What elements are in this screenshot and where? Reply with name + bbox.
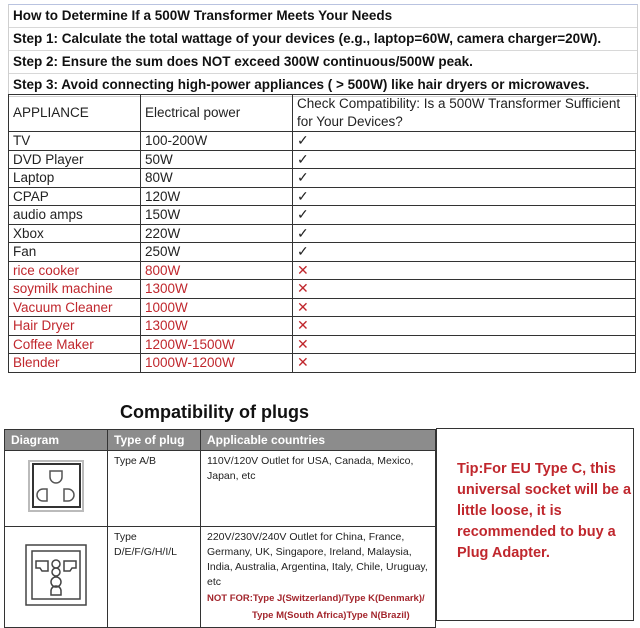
table-row (9, 224, 636, 243)
appliance-name: DVD Player (9, 150, 141, 169)
guide-box (8, 4, 638, 97)
plug-row (5, 527, 436, 628)
plugs-header-row (5, 430, 436, 451)
appliance-name: Xbox (9, 224, 141, 243)
appliance-power: 800W (141, 261, 293, 280)
not-for-note-2: Type M(South Africa)Type N(Brazil) (252, 610, 410, 621)
appliance-name: Coffee Maker (9, 335, 141, 354)
appliance-name: Blender (9, 354, 141, 373)
socket-universal-icon (24, 543, 88, 607)
table-header-row (9, 95, 636, 132)
header-appliance: APPLIANCE (9, 95, 141, 132)
compatibility-mark: ✕ (293, 335, 636, 354)
appliance-power: 1300W (141, 317, 293, 336)
appliance-name: rice cooker (9, 261, 141, 280)
tip-box (436, 428, 634, 621)
header-compatibility: Check Compatibility: Is a 500W Transformer Sufficient for Your Devices? (293, 95, 636, 132)
guide-step-2: Step 2: Ensure the sum does NOT exceed 300W continuous/500W peak. (9, 51, 637, 74)
appliance-power: 1300W (141, 280, 293, 299)
guide-step-3: Step 3: Avoid connecting high-power appliances ( > 500W) like hair dryers or microwaves. (13, 77, 590, 92)
not-for-note-1: NOT FOR:Type J(Switzerland)/Type K(Denmark)/ (207, 593, 425, 604)
socket-ab-icon (27, 459, 85, 513)
compatibility-mark: ✓ (293, 150, 636, 169)
plug-type: Type D/E/F/G/H/I/L (108, 527, 201, 628)
compatibility-mark: ✓ (293, 243, 636, 262)
appliance-power: 1200W-1500W (141, 335, 293, 354)
header-diagram: Diagram (5, 430, 108, 451)
plug-countries: 110V/120V Outlet for USA, Canada, Mexico, Japan, etc (201, 451, 436, 527)
appliance-power: 50W (141, 150, 293, 169)
header-type: Type of plug (108, 430, 201, 451)
table-row (9, 150, 636, 169)
appliance-name: Fan (9, 243, 141, 262)
table-row (9, 298, 636, 317)
appliance-power: 120W (141, 187, 293, 206)
appliance-power: 150W (141, 206, 293, 225)
table-row (9, 317, 636, 336)
plug-countries: 220V/230V/240V Outlet for China, France, Germany, UK, Singapore, Ireland, Malaysia, India, Australia, Argentina, Italy, Chile, Uruguay, etc (207, 531, 428, 588)
appliance-power: 80W (141, 169, 293, 188)
appliance-power: 1000W (141, 298, 293, 317)
compatibility-mark: ✕ (293, 317, 636, 336)
guide-title: How to Determine If a 500W Transformer Meets Your Needs (9, 5, 637, 28)
appliance-name: soymilk machine (9, 280, 141, 299)
diagram-cell (5, 451, 108, 527)
table-row (9, 354, 636, 373)
tip-text: Tip:For EU Type C, this universal socket will be a little loose, it is recommended to buy a Plug Adapter. (457, 461, 632, 561)
appliance-name: audio amps (9, 206, 141, 225)
diagram-cell (5, 527, 108, 628)
appliance-name: CPAP (9, 187, 141, 206)
table-row (9, 132, 636, 151)
header-countries: Applicable countries (201, 430, 436, 451)
plugs-title: Compatibility of plugs (120, 402, 309, 422)
table-row (9, 280, 636, 299)
compatibility-mark: ✓ (293, 169, 636, 188)
plug-type: Type A/B (108, 451, 201, 527)
compatibility-mark: ✕ (293, 280, 636, 299)
compatibility-mark: ✓ (293, 206, 636, 225)
plug-countries-cell (201, 527, 436, 628)
table-row (9, 243, 636, 262)
appliance-name: Laptop (9, 169, 141, 188)
appliance-power: 100-200W (141, 132, 293, 151)
header-power: Electrical power (141, 95, 293, 132)
plugs-table (4, 429, 436, 628)
appliance-power: 220W (141, 224, 293, 243)
plug-row (5, 451, 436, 527)
table-row (9, 169, 636, 188)
compatibility-mark: ✓ (293, 187, 636, 206)
appliance-power: 250W (141, 243, 293, 262)
table-row (9, 206, 636, 225)
table-row (9, 261, 636, 280)
appliance-table (8, 94, 636, 373)
appliance-power: 1000W-1200W (141, 354, 293, 373)
table-row (9, 187, 636, 206)
compatibility-mark: ✓ (293, 224, 636, 243)
appliance-name: TV (9, 132, 141, 151)
compatibility-mark: ✕ (293, 298, 636, 317)
appliance-name: Hair Dryer (9, 317, 141, 336)
compatibility-mark: ✓ (293, 132, 636, 151)
table-row (9, 335, 636, 354)
guide-step-1: Step 1: Calculate the total wattage of your devices (e.g., laptop=60W, camera charger=20W). (9, 28, 637, 51)
compatibility-mark: ✕ (293, 354, 636, 373)
compatibility-mark: ✕ (293, 261, 636, 280)
appliance-name: Vacuum Cleaner (9, 298, 141, 317)
